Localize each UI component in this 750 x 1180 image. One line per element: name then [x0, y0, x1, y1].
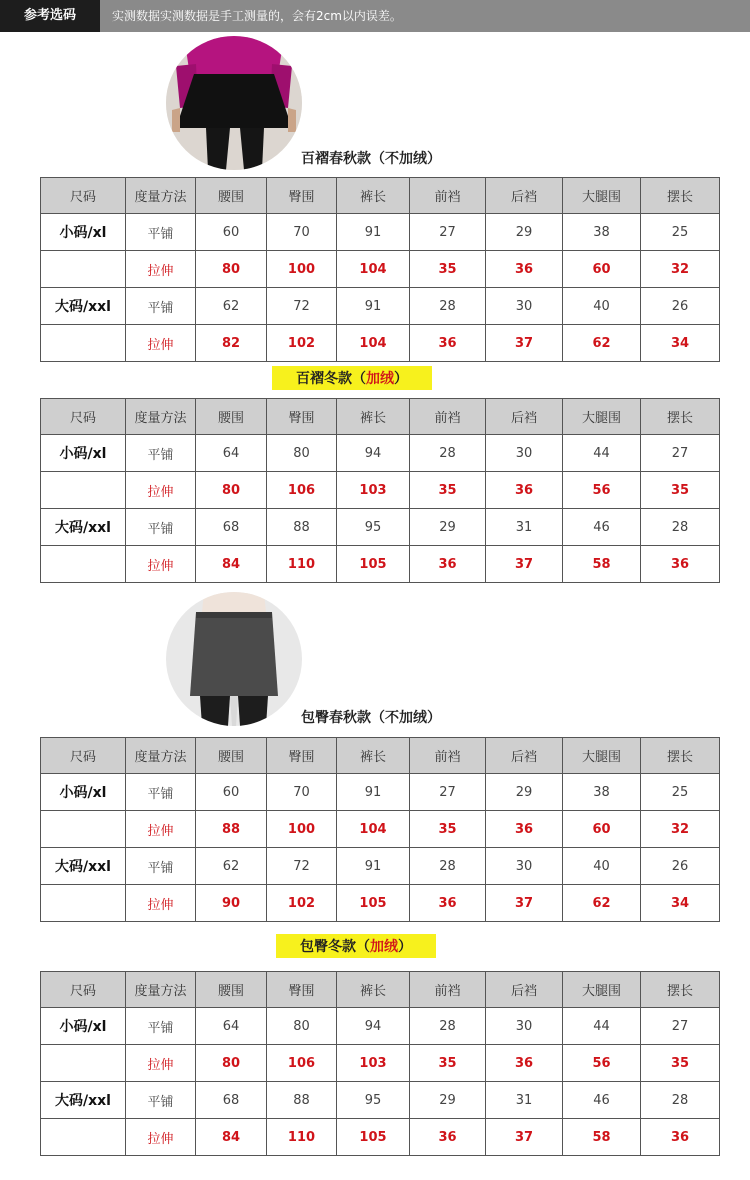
col-header: 前裆 — [410, 738, 486, 774]
value-cell: 68 — [196, 509, 267, 546]
value-cell: 91 — [337, 848, 410, 885]
method-cell: 拉伸 — [126, 811, 196, 848]
value-cell: 46 — [563, 1082, 641, 1119]
method-cell: 拉伸 — [126, 251, 196, 288]
table-row — [41, 885, 720, 922]
value-cell: 80 — [196, 1045, 267, 1082]
col-header: 腰围 — [196, 972, 267, 1008]
value-cell: 30 — [486, 288, 563, 325]
value-cell: 102 — [267, 325, 337, 362]
col-header: 腰围 — [196, 738, 267, 774]
size-table-4 — [40, 971, 720, 1156]
col-header: 度量方法 — [126, 399, 196, 435]
value-cell: 82 — [196, 325, 267, 362]
method-cell: 拉伸 — [126, 325, 196, 362]
table-row — [41, 325, 720, 362]
value-cell: 104 — [337, 811, 410, 848]
col-header: 臀围 — [267, 738, 337, 774]
method-cell: 拉伸 — [126, 885, 196, 922]
value-cell: 56 — [563, 1045, 641, 1082]
value-cell: 30 — [486, 848, 563, 885]
value-cell: 68 — [196, 1082, 267, 1119]
col-header: 尺码 — [41, 399, 126, 435]
value-cell: 26 — [641, 848, 720, 885]
value-cell: 70 — [267, 214, 337, 251]
col-header: 度量方法 — [126, 178, 196, 214]
value-cell: 35 — [641, 472, 720, 509]
size-table-3 — [40, 737, 720, 922]
size-cell: 小码/xl — [41, 1008, 126, 1045]
table-row — [41, 435, 720, 472]
value-cell: 91 — [337, 288, 410, 325]
value-cell: 103 — [337, 1045, 410, 1082]
value-cell: 106 — [267, 1045, 337, 1082]
col-header: 前裆 — [410, 399, 486, 435]
section-title-red: 加绒 — [366, 371, 394, 387]
value-cell: 58 — [563, 1119, 641, 1156]
value-cell: 58 — [563, 546, 641, 583]
section-title-text: 百褶冬款（ — [296, 371, 366, 387]
size-cell: 小码/xl — [41, 774, 126, 811]
col-header: 摆长 — [641, 972, 720, 1008]
value-cell: 26 — [641, 288, 720, 325]
value-cell: 38 — [563, 214, 641, 251]
value-cell: 104 — [337, 251, 410, 288]
col-header: 前裆 — [410, 178, 486, 214]
table-row — [41, 1119, 720, 1156]
method-cell: 平铺 — [126, 774, 196, 811]
value-cell: 91 — [337, 214, 410, 251]
col-header: 裤长 — [337, 972, 410, 1008]
value-cell: 28 — [641, 1082, 720, 1119]
section-title-1 — [301, 148, 441, 168]
value-cell: 35 — [410, 811, 486, 848]
col-header: 腰围 — [196, 399, 267, 435]
value-cell: 94 — [337, 1008, 410, 1045]
value-cell: 70 — [267, 774, 337, 811]
value-cell: 40 — [563, 288, 641, 325]
col-header: 尺码 — [41, 972, 126, 1008]
value-cell: 100 — [267, 811, 337, 848]
table-header-row — [41, 972, 720, 1008]
table-row — [41, 848, 720, 885]
value-cell: 37 — [486, 325, 563, 362]
size-cell — [41, 811, 126, 848]
value-cell: 36 — [641, 546, 720, 583]
reference-size-tag: 参考选码 — [0, 0, 100, 32]
size-table-2 — [40, 398, 720, 583]
value-cell: 100 — [267, 251, 337, 288]
value-cell: 27 — [410, 214, 486, 251]
value-cell: 35 — [410, 472, 486, 509]
section-title-text: 包臀冬款（ — [300, 939, 370, 955]
col-header: 后裆 — [486, 738, 563, 774]
value-cell: 35 — [410, 1045, 486, 1082]
table-row — [41, 774, 720, 811]
table-header-row — [41, 399, 720, 435]
col-header: 摆长 — [641, 399, 720, 435]
value-cell: 36 — [486, 472, 563, 509]
value-cell: 64 — [196, 1008, 267, 1045]
value-cell: 44 — [563, 1008, 641, 1045]
col-header: 臀围 — [267, 178, 337, 214]
col-header: 尺码 — [41, 178, 126, 214]
measurement-note: 实测数据实测数据是手工测量的，会有2cm以内误差。 — [112, 9, 402, 23]
value-cell: 46 — [563, 509, 641, 546]
col-header: 度量方法 — [126, 738, 196, 774]
pleated-skirt-photo — [166, 36, 302, 170]
value-cell: 80 — [196, 472, 267, 509]
value-cell: 80 — [267, 435, 337, 472]
size-cell: 小码/xl — [41, 435, 126, 472]
table-row — [41, 251, 720, 288]
value-cell: 36 — [486, 251, 563, 288]
value-cell: 38 — [563, 774, 641, 811]
method-cell: 拉伸 — [126, 1119, 196, 1156]
section-title-3 — [301, 707, 441, 727]
value-cell: 25 — [641, 774, 720, 811]
value-cell: 60 — [563, 251, 641, 288]
top-bar — [0, 0, 750, 32]
value-cell: 29 — [410, 509, 486, 546]
value-cell: 62 — [563, 325, 641, 362]
section-title-text: ） — [398, 939, 412, 955]
value-cell: 30 — [486, 435, 563, 472]
size-cell: 大码/xxl — [41, 288, 126, 325]
method-cell: 拉伸 — [126, 1045, 196, 1082]
section-title-text: ） — [394, 371, 408, 387]
value-cell: 95 — [337, 1082, 410, 1119]
col-header: 后裆 — [486, 972, 563, 1008]
size-table-1 — [40, 177, 720, 362]
col-header: 尺码 — [41, 738, 126, 774]
value-cell: 25 — [641, 214, 720, 251]
size-cell: 小码/xl — [41, 214, 126, 251]
value-cell: 35 — [641, 1045, 720, 1082]
value-cell: 102 — [267, 885, 337, 922]
method-cell: 平铺 — [126, 1082, 196, 1119]
table-row — [41, 546, 720, 583]
col-header: 裤长 — [337, 178, 410, 214]
method-cell: 平铺 — [126, 848, 196, 885]
col-header: 臀围 — [267, 399, 337, 435]
value-cell: 28 — [410, 288, 486, 325]
col-header: 摆长 — [641, 178, 720, 214]
col-header: 大腿围 — [563, 738, 641, 774]
section-title-2 — [272, 366, 432, 390]
value-cell: 60 — [563, 811, 641, 848]
col-header: 大腿围 — [563, 178, 641, 214]
section-title-4 — [276, 934, 436, 958]
value-cell: 80 — [267, 1008, 337, 1045]
value-cell: 32 — [641, 251, 720, 288]
col-header: 腰围 — [196, 178, 267, 214]
value-cell: 105 — [337, 546, 410, 583]
table-row — [41, 1045, 720, 1082]
col-header: 裤长 — [337, 738, 410, 774]
table-row — [41, 1082, 720, 1119]
value-cell: 27 — [641, 435, 720, 472]
value-cell: 32 — [641, 811, 720, 848]
section-title-text: 包臀春秋款（不加绒） — [301, 710, 441, 726]
col-header: 度量方法 — [126, 972, 196, 1008]
col-header: 后裆 — [486, 178, 563, 214]
table-row — [41, 1008, 720, 1045]
method-cell: 平铺 — [126, 509, 196, 546]
value-cell: 28 — [641, 509, 720, 546]
value-cell: 60 — [196, 774, 267, 811]
value-cell: 29 — [486, 214, 563, 251]
value-cell: 56 — [563, 472, 641, 509]
section-title-red: 加绒 — [370, 939, 398, 955]
value-cell: 84 — [196, 1119, 267, 1156]
value-cell: 36 — [410, 325, 486, 362]
value-cell: 62 — [563, 885, 641, 922]
value-cell: 90 — [196, 885, 267, 922]
table-header-row — [41, 178, 720, 214]
col-header: 前裆 — [410, 972, 486, 1008]
size-cell — [41, 472, 126, 509]
value-cell: 34 — [641, 885, 720, 922]
value-cell: 36 — [486, 1045, 563, 1082]
value-cell: 94 — [337, 435, 410, 472]
table-row — [41, 214, 720, 251]
table-row — [41, 509, 720, 546]
value-cell: 106 — [267, 472, 337, 509]
value-cell: 103 — [337, 472, 410, 509]
value-cell: 37 — [486, 885, 563, 922]
value-cell: 36 — [641, 1119, 720, 1156]
size-cell — [41, 1045, 126, 1082]
section-title-text: 百褶春秋款（不加绒） — [301, 151, 441, 167]
size-cell — [41, 251, 126, 288]
value-cell: 37 — [486, 546, 563, 583]
value-cell: 105 — [337, 1119, 410, 1156]
value-cell: 105 — [337, 885, 410, 922]
value-cell: 72 — [267, 288, 337, 325]
value-cell: 28 — [410, 435, 486, 472]
size-cell — [41, 1119, 126, 1156]
table-row — [41, 288, 720, 325]
size-cell — [41, 885, 126, 922]
value-cell: 28 — [410, 848, 486, 885]
table-header-row — [41, 738, 720, 774]
size-cell — [41, 325, 126, 362]
value-cell: 31 — [486, 509, 563, 546]
col-header: 摆长 — [641, 738, 720, 774]
size-cell: 大码/xxl — [41, 1082, 126, 1119]
method-cell: 平铺 — [126, 214, 196, 251]
value-cell: 37 — [486, 1119, 563, 1156]
value-cell: 72 — [267, 848, 337, 885]
value-cell: 35 — [410, 251, 486, 288]
method-cell: 平铺 — [126, 435, 196, 472]
value-cell: 110 — [267, 1119, 337, 1156]
value-cell: 88 — [267, 509, 337, 546]
table-row — [41, 472, 720, 509]
value-cell: 27 — [410, 774, 486, 811]
value-cell: 30 — [486, 1008, 563, 1045]
value-cell: 44 — [563, 435, 641, 472]
value-cell: 88 — [267, 1082, 337, 1119]
value-cell: 60 — [196, 214, 267, 251]
table-row — [41, 811, 720, 848]
value-cell: 36 — [410, 546, 486, 583]
value-cell: 95 — [337, 509, 410, 546]
size-cell: 大码/xxl — [41, 509, 126, 546]
value-cell: 31 — [486, 1082, 563, 1119]
value-cell: 34 — [641, 325, 720, 362]
value-cell: 29 — [410, 1082, 486, 1119]
value-cell: 28 — [410, 1008, 486, 1045]
value-cell: 27 — [641, 1008, 720, 1045]
value-cell: 104 — [337, 325, 410, 362]
value-cell: 62 — [196, 848, 267, 885]
value-cell: 62 — [196, 288, 267, 325]
method-cell: 拉伸 — [126, 472, 196, 509]
value-cell: 88 — [196, 811, 267, 848]
value-cell: 36 — [486, 811, 563, 848]
size-cell: 大码/xxl — [41, 848, 126, 885]
value-cell: 36 — [410, 1119, 486, 1156]
col-header: 大腿围 — [563, 399, 641, 435]
pencil-skirt-photo — [166, 592, 302, 726]
col-header: 后裆 — [486, 399, 563, 435]
value-cell: 110 — [267, 546, 337, 583]
col-header: 臀围 — [267, 972, 337, 1008]
value-cell: 64 — [196, 435, 267, 472]
col-header: 裤长 — [337, 399, 410, 435]
method-cell: 拉伸 — [126, 546, 196, 583]
value-cell: 40 — [563, 848, 641, 885]
col-header: 大腿围 — [563, 972, 641, 1008]
size-cell — [41, 546, 126, 583]
method-cell: 平铺 — [126, 288, 196, 325]
value-cell: 84 — [196, 546, 267, 583]
value-cell: 29 — [486, 774, 563, 811]
value-cell: 91 — [337, 774, 410, 811]
value-cell: 36 — [410, 885, 486, 922]
value-cell: 80 — [196, 251, 267, 288]
method-cell: 平铺 — [126, 1008, 196, 1045]
